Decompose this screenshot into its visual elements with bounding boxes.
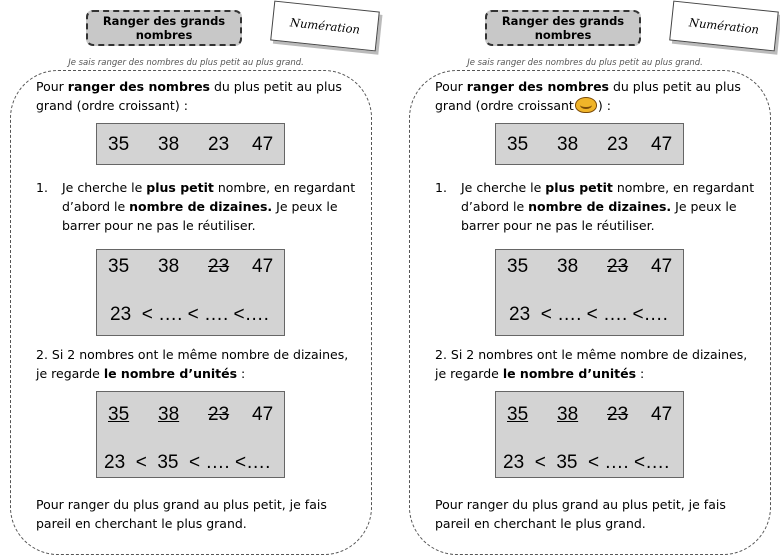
number-35: 35: [108, 134, 130, 155]
number-23-crossed: 23: [208, 256, 230, 277]
lesson-card-left: [0, 0, 390, 540]
number-38: 38: [158, 134, 180, 155]
number-38: 38: [557, 134, 579, 155]
objective-text: Je sais ranger des nombres du plus petit au plus grand.: [467, 58, 703, 68]
numbers-box: [495, 123, 684, 165]
number-23: 23: [208, 134, 230, 155]
croissant-icon: [575, 97, 597, 113]
intro-text: Pour ranger des nombres du plus petit au plus grand (ordre croissant) :: [36, 79, 342, 113]
objective-text: Je sais ranger des nombres du plus petit au plus grand.: [68, 58, 304, 68]
number-47: 47: [651, 134, 673, 155]
comparison-line: 23 < …. < …. <….: [110, 304, 269, 325]
number-38: 38: [158, 404, 180, 425]
step2-box: [96, 391, 285, 478]
comparison-line: 23 < 35 < …. <….: [503, 452, 670, 473]
number-23-crossed: 23: [607, 256, 629, 277]
step1-box: [495, 249, 684, 336]
number-47: 47: [252, 404, 274, 425]
step1-text: 1. Je cherche le plus petit nombre, en regardant d’abord le nombre de dizaines. Je peux le barrer pour ne pas le réutiliser.: [36, 180, 356, 233]
number-35: 35: [507, 404, 529, 425]
number-23-crossed: 23: [607, 404, 629, 425]
lesson-title: Ranger des grands nombres: [485, 10, 641, 46]
number-47: 47: [651, 404, 673, 425]
number-23-crossed: 23: [208, 404, 230, 425]
step1-box: [96, 249, 285, 336]
number-47: 47: [252, 134, 274, 155]
step2-text: 2. Si 2 nombres ont le même nombre de dizaines, je regarde le nombre d’unités :: [435, 347, 748, 381]
number-38: 38: [158, 256, 180, 277]
number-38: 38: [557, 256, 579, 277]
number-35: 35: [507, 256, 529, 277]
number-23: 23: [607, 134, 629, 155]
comparison-line: 23 < …. < …. <….: [509, 304, 668, 325]
number-38: 38: [557, 404, 579, 425]
number-47: 47: [651, 256, 673, 277]
step1-text: 1. Je cherche le plus petit nombre, en regardant d’abord le nombre de dizaines. Je peux le barrer pour ne pas le réutiliser.: [435, 180, 755, 233]
number-35: 35: [507, 134, 529, 155]
outro-text: Pour ranger du plus grand au plus petit, je fais pareil en cherchant le plus grand.: [435, 497, 726, 531]
number-35: 35: [108, 404, 130, 425]
lesson-card-right: [399, 0, 780, 540]
number-47: 47: [252, 256, 274, 277]
step2-box: [495, 391, 684, 478]
numbers-box: [96, 123, 285, 165]
topic-tag: Numération: [669, 1, 779, 52]
outro-text: Pour ranger du plus grand au plus petit, je fais pareil en cherchant le plus grand.: [36, 497, 327, 531]
topic-tag: Numération: [270, 1, 380, 52]
intro-text: Pour ranger des nombres du plus petit au plus grand (ordre croissant ) :: [435, 79, 741, 113]
step2-text: 2. Si 2 nombres ont le même nombre de dizaines, je regarde le nombre d’unités :: [36, 347, 349, 381]
number-35: 35: [108, 256, 130, 277]
comparison-line: 23 < 35 < …. <….: [104, 452, 271, 473]
lesson-title: Ranger des grands nombres: [86, 10, 242, 46]
